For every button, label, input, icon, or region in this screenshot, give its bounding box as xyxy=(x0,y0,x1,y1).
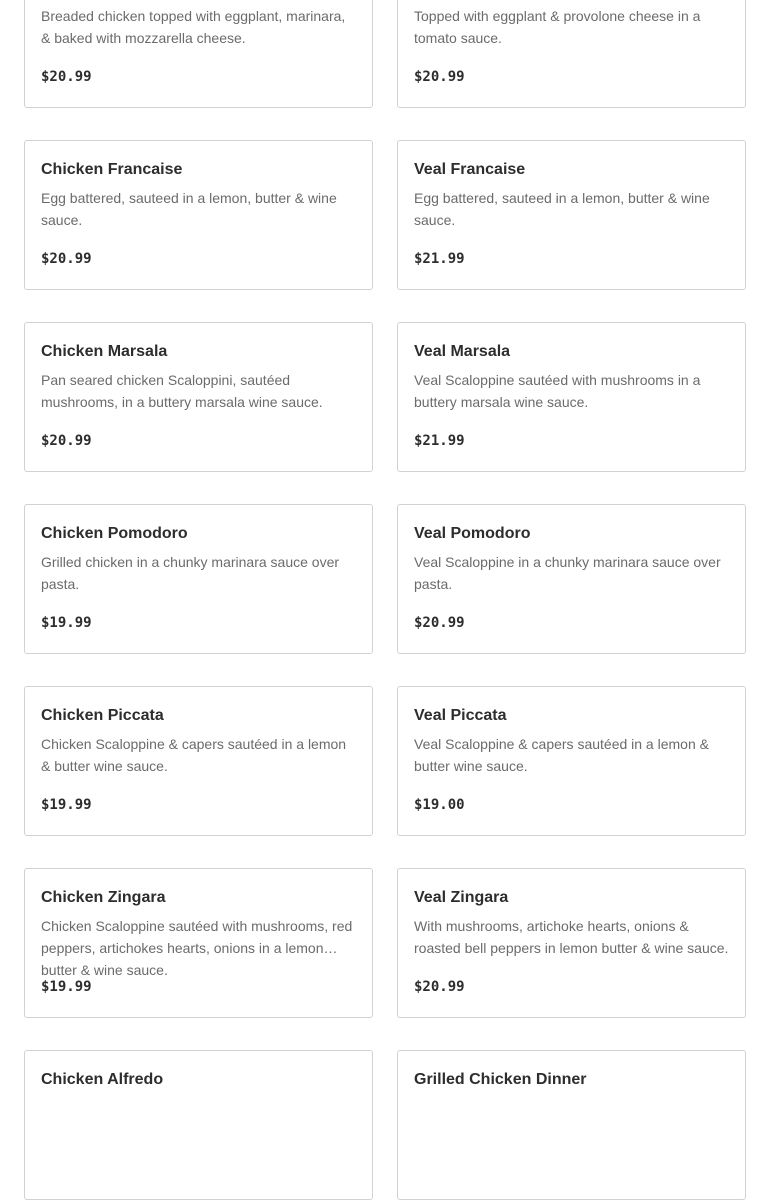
menu-item-card[interactable] xyxy=(24,686,373,836)
menu-item-name: Veal Pomodoro xyxy=(414,525,531,542)
menu-item-card[interactable] xyxy=(397,140,746,290)
menu-item-name: Veal Marsala xyxy=(414,343,511,360)
menu-item-price: $21.99 xyxy=(414,433,465,449)
menu-item-price: $20.99 xyxy=(41,251,92,267)
menu-item-card[interactable] xyxy=(24,0,373,108)
menu-item-description: Veal Scaloppine sautéed with mushrooms in a buttery marsala wine sauce. xyxy=(414,372,701,410)
menu-item-card[interactable] xyxy=(397,868,746,1018)
menu-item-price: $20.99 xyxy=(41,69,92,85)
menu-item-description: Chicken Scaloppine sautéed with mushrooms, red peppers, artichokes hearts, onions in a lemon butter & wine sauce. xyxy=(41,918,353,978)
menu-item-card[interactable] xyxy=(24,322,373,472)
menu-item-card[interactable] xyxy=(397,0,746,108)
menu-item-name: Chicken Zingara xyxy=(41,889,166,906)
menu-item-description: Veal Scaloppine & capers sautéed in a lemon & butter wine sauce. xyxy=(414,736,709,774)
menu-item-description: Egg battered, sauteed in a lemon, butter & wine sauce. xyxy=(414,190,710,228)
menu-item-name: Veal Piccata xyxy=(414,707,507,724)
menu-item-price: $19.99 xyxy=(41,797,92,813)
menu-item-name: Chicken Alfredo xyxy=(41,1071,164,1088)
menu-item-price: $20.99 xyxy=(41,433,92,449)
menu-item-name: Veal Zingara xyxy=(414,889,509,906)
menu-item-card[interactable] xyxy=(24,140,373,290)
menu-item-price: $19.99 xyxy=(41,979,92,995)
menu-item-card[interactable] xyxy=(397,504,746,654)
menu-item-name: Chicken Piccata xyxy=(41,707,164,724)
menu-item-price: $20.99 xyxy=(414,69,465,85)
menu-item-description: With mushrooms, artichoke hearts, onions & roasted bell peppers in lemon butter & wine sauce. xyxy=(414,918,729,956)
menu-item-card[interactable] xyxy=(24,1050,373,1200)
menu-item-description: Egg battered, sauteed in a lemon, butter & wine sauce. xyxy=(41,190,337,228)
menu-item-card[interactable] xyxy=(24,868,373,1018)
menu-item-name: Chicken Marsala xyxy=(41,343,168,360)
menu-item-description: Grilled chicken in a chunky marinara sauce over pasta. xyxy=(41,554,340,592)
menu-item-description: Veal Scaloppine in a chunky marinara sauce over pasta. xyxy=(414,554,721,592)
menu-item-price: $21.99 xyxy=(414,251,465,267)
menu-item-name: Veal Francaise xyxy=(414,161,526,178)
menu-item-card[interactable] xyxy=(397,1050,746,1200)
menu-item-description: Topped with eggplant & provolone cheese in a tomato sauce. xyxy=(414,8,701,46)
menu-item-price: $19.99 xyxy=(41,615,92,631)
menu-item-description: Chicken Scaloppine & capers sautéed in a lemon & butter wine sauce. xyxy=(41,736,347,774)
menu-item-description xyxy=(414,1097,729,1141)
menu-item-name: Grilled Chicken Dinner xyxy=(414,1071,587,1088)
menu-item-price: $19.00 xyxy=(414,797,465,813)
menu-grid xyxy=(24,0,746,1200)
menu-item-description: Pan seared chicken Scaloppini, sautéed mushrooms, in a buttery marsala wine sauce. xyxy=(41,372,323,410)
menu-item-card[interactable] xyxy=(397,686,746,836)
menu-item-name: Chicken Pomodoro xyxy=(41,525,188,542)
menu-item-description xyxy=(41,1097,356,1141)
menu-item-card[interactable] xyxy=(397,322,746,472)
menu-item-card[interactable] xyxy=(24,504,373,654)
menu-item-name: Chicken Francaise xyxy=(41,161,183,178)
menu-item-price: $20.99 xyxy=(414,979,465,995)
menu-item-price: $20.99 xyxy=(414,615,465,631)
menu-item-description: Breaded chicken topped with eggplant, marinara, & baked with mozzarella cheese. xyxy=(41,8,346,46)
